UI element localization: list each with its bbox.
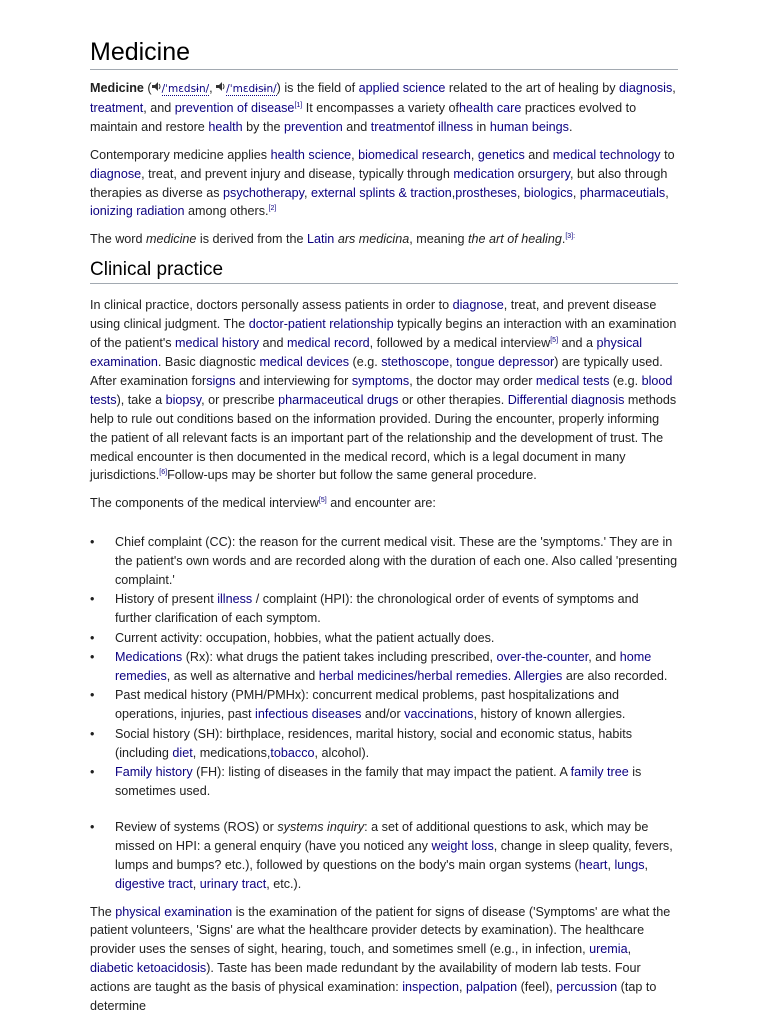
bullet: • (90, 650, 95, 665)
link-home-remedies[interactable]: home remedies (115, 650, 652, 684)
link-doctor-patient-relationship[interactable]: doctor-patient relationship (248, 317, 394, 332)
citation-ref[interactable]: [3]: (565, 233, 576, 241)
link-pharmaceutials[interactable]: pharmaceutials (579, 185, 666, 200)
link-palpation[interactable]: palpation (465, 980, 518, 995)
link-over-the-counter[interactable]: over-the-counter (496, 650, 589, 665)
ipa-pronunciation-link[interactable]: /ˈmɛdɨsɨn/ (226, 83, 277, 95)
link-external-splints[interactable]: external splints & traction (311, 185, 452, 200)
clinical-paragraph: In clinical practice, doctors personally assess patients in order to diagnose, treat, and prevent disease using clinical judgment. The doctor-patient relationship typically begins an interaction with an examination of the patient's medical history and medical record, followed by a medical interview[5] and a physical examination. Basic diagnostic medical devices (e.g. stethoscope, tongue depressor) are typically used. After examination forsigns and interviewing for symptoms, the doctor may order medical tests (e.g. blood tests), take a biopsy, or prescribe pharmaceutical drugs or other therapies. Differential diagnosis methods help to rule out conditions based on the information provided. During the encounter, properly informing the patient of all relevant facts is an important part of the relationship and the development of trust. The medical encounter is then documented in the medical record, which is a legal document in many jurisdictions.[6]Follow-ups may be shorter but follow the same general procedure. (90, 298, 677, 483)
link-health-care[interactable]: health care (459, 100, 522, 115)
interview-components-list (90, 533, 678, 893)
link-pharmaceutical-drugs[interactable]: pharmaceutical drugs (278, 392, 399, 407)
list-item: • Family history (FH): listing of diseases in the family that may impact the patient. A family tree is sometimes used. (90, 765, 642, 798)
physical-examination-paragraph: The physical examination is the examination of the patient for signs of disease ('Symptoms' are what the patient volunteers, 'Signs' are what the healthcare provider detects by examination). The healthcare provider uses the senses of sight, hearing, touch, and sometimes smell (e.g., in infection, uremia, diabetic ketoacidosis). Taste has been made redundant by the availability of modern lab tests. Four actions are taught as the basis of physical examination: inspection, palpation (feel), percussion (tap to determine (90, 904, 671, 1014)
link-family-history[interactable]: Family history (115, 765, 193, 780)
intro-term: Medicine (90, 81, 144, 95)
link-surgery[interactable]: surgery (528, 166, 571, 181)
link-differential-diagnosis[interactable]: Differential diagnosis (507, 392, 625, 407)
intro-paragraph: Medicine ( /ˈmɛdsɨn/, /ˈmɛdɨsɨn/) is the field of applied science related to the art of healing by diagnosis, treatment, and prevention of disease[1] It encompasses a variety ofhealth care practices evolved to maintain and restore health by the prevention and treatmentof illness in human beings. (90, 81, 676, 134)
components-intro: The components of the medical interview[5] and encounter are: (90, 496, 436, 511)
section-heading-clinical-practice: Clinical practice (90, 259, 678, 284)
link-infectious-diseases[interactable]: infectious diseases (255, 707, 362, 722)
link-physical-examination[interactable]: physical examination (90, 336, 643, 369)
link-biologics[interactable]: biologics (523, 185, 573, 200)
bullet: • (90, 726, 95, 741)
link-family-tree[interactable]: family tree (570, 765, 629, 780)
link-applied-science[interactable]: applied science (358, 81, 446, 95)
bullet: • (90, 592, 95, 607)
link-medical-history[interactable]: medical history (175, 336, 260, 351)
list-item: • Past medical history (PMH/PMHx): concurrent medical problems, past hospitalizations and operations, injuries, past infectious diseases and/or vaccinations, history of known allergies. (90, 688, 626, 722)
link-biomedical-research[interactable]: biomedical research (358, 147, 471, 162)
link-medical-record[interactable]: medical record (287, 336, 370, 351)
link-medication[interactable]: medication (453, 166, 515, 181)
contemporary-paragraph: Contemporary medicine applies health science, biomedical research, genetics and medical technology to diagnose, treat, and prevent injury and disease, typically through medication orsurgery, but also through therapies as diverse as psychotherapy, external splints & traction,prostheses, biologics, pharmaceutials, ionizing radiation among others.[2] (90, 147, 675, 219)
link-latin[interactable]: Latin (307, 232, 335, 247)
link-treatment[interactable]: treatment (370, 119, 424, 134)
link-psychotherapy[interactable]: psychotherapy (223, 185, 304, 200)
link-illness[interactable]: illness (438, 119, 473, 134)
link-medical-technology[interactable]: medical technology (552, 147, 661, 162)
link-prostheses[interactable]: prostheses (455, 185, 517, 200)
speaker-icon[interactable] (152, 82, 162, 91)
link-illness[interactable]: illness (217, 592, 253, 607)
citation-ref[interactable]: [2] (268, 205, 277, 213)
link-diagnose[interactable]: diagnose (90, 166, 142, 181)
link-herbal-medicines[interactable]: herbal medicines/herbal remedies (318, 669, 508, 684)
link-medical-tests[interactable]: medical tests (535, 373, 610, 388)
link-tongue-depressor[interactable]: tongue depressor (456, 354, 555, 369)
list-item: • Medications (Rx): what drugs the patient takes including prescribed, over-the-counter, and home remedies, as well as alternative and herbal medicines/herbal remedies. Allergies are also recorded. (90, 650, 668, 684)
link-weight-loss[interactable]: weight loss (431, 838, 494, 853)
bullet: • (90, 535, 95, 550)
list-item: • History of present illness / complaint (HPI): the chronological order of events of symptoms and further clarification of each symptom. (90, 592, 639, 626)
page-title: Medicine (90, 0, 678, 70)
citation-ref[interactable]: [6] (159, 469, 168, 477)
citation-ref[interactable]: [5] (550, 336, 559, 344)
citation-ref[interactable]: [1] (294, 101, 303, 109)
list-item: • Current activity: occupation, hobbies, what the patient actually does. (90, 629, 678, 648)
link-diagnosis[interactable]: diagnosis (619, 81, 673, 95)
list-item: • Chief complaint (CC): the reason for the current medical visit. These are the 'symptoms.' They are in the patient's own words and are recorded along with the duration of each one. Also called 'presenting complaint.' (90, 535, 678, 588)
link-percussion[interactable]: percussion (556, 980, 618, 995)
speaker-icon[interactable] (216, 82, 226, 91)
ipa-pronunciation-link[interactable]: /ˈmɛdsɨn/ (161, 83, 210, 95)
link-urinary-tract[interactable]: urinary tract (199, 876, 267, 891)
link-tobacco[interactable]: tobacco (270, 745, 315, 760)
link-health-science[interactable]: health science (270, 147, 352, 162)
link-uremia[interactable]: uremia (589, 942, 628, 957)
link-heart[interactable]: heart (578, 857, 608, 872)
citation-ref[interactable]: [5] (318, 497, 327, 505)
link-ionizing-radiation[interactable]: ionizing radiation (90, 204, 185, 219)
bullet: • (90, 819, 95, 834)
link-genetics[interactable]: genetics (477, 147, 525, 162)
link-allergies[interactable]: Allergies (514, 669, 563, 684)
link-medications[interactable]: Medications (115, 650, 183, 665)
list-item: • Social history (SH): birthplace, residences, marital history, social and economic status, habits (including diet, medications,tobacco, alcohol). (90, 726, 633, 760)
link-diagnose[interactable]: diagnose (452, 298, 504, 313)
link-diabetic-ketoacidosis[interactable]: diabetic ketoacidosis (90, 961, 207, 976)
link-prevention[interactable]: prevention (283, 119, 343, 134)
link-physical-examination[interactable]: physical examination (115, 904, 233, 919)
link-inspection[interactable]: inspection (402, 980, 459, 995)
link-blood-tests[interactable]: blood tests (90, 373, 673, 407)
etymology-paragraph: The word medicine is derived from the Latin ars medicina, meaning the art of healing.$^{[3]:}$ (90, 232, 576, 247)
link-prevention-of-disease[interactable]: prevention of disease (174, 100, 295, 115)
link-digestive-tract[interactable]: digestive tract (115, 876, 193, 891)
link-human-beings[interactable]: human beings (489, 119, 569, 134)
link-symptoms[interactable]: symptoms (351, 373, 410, 388)
list-item: • Review of systems (ROS) or systems inquiry: a set of additional questions to ask, which may be missed on HPI: a general enquiry (have you noticed any weight loss, change in sleep quality, fevers, lumps and bumps? etc.), followed by questions on the body's main organ systems (heart, lungs, digestive tract, urinary tract, etc.). (90, 819, 673, 891)
bullet: • (90, 630, 95, 645)
link-health[interactable]: health (208, 119, 243, 134)
link-vaccinations[interactable]: vaccinations (404, 707, 474, 722)
link-medical-devices[interactable]: medical devices (259, 354, 350, 369)
bullet: • (90, 688, 95, 703)
link-treatment[interactable]: treatment (90, 100, 144, 115)
bullet: • (90, 765, 95, 780)
link-lungs[interactable]: lungs (614, 857, 645, 872)
link-biopsy[interactable]: biopsy (165, 392, 202, 407)
link-diet[interactable]: diet (172, 745, 193, 760)
link-stethoscope[interactable]: stethoscope (381, 354, 450, 369)
link-signs[interactable]: signs (206, 373, 236, 388)
